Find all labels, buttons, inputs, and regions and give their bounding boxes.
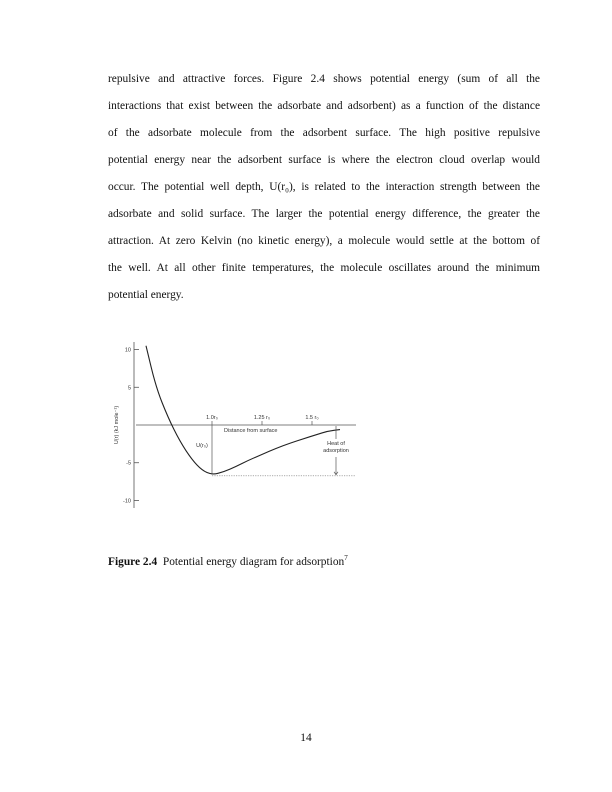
heat-of-annotation: Heat of: [327, 441, 345, 447]
figure-caption: [108, 556, 348, 568]
paragraph-line: potential energy.: [108, 289, 184, 301]
paragraph-line: occur. The potential well depth, U(r₀), is related to the interaction strength between the: [108, 181, 540, 193]
y-tick-label: 10: [124, 347, 131, 354]
caption-reference: 7: [344, 554, 348, 563]
x-marker-label: 1.0r₀: [206, 415, 218, 421]
paragraph-line: of the adsorbate molecule from the adsorbent surface. The high positive repulsive: [108, 127, 540, 139]
caption-label: Figure 2.4: [108, 556, 158, 568]
page-number: 14: [300, 732, 312, 744]
paragraph-line: interactions that exist between the adsorbate and adsorbent) as a function of the distance: [108, 100, 540, 112]
paragraph-line: repulsive and attractive forces. Figure 2.4 shows potential energy (sum of all the: [108, 73, 540, 85]
y-tick-label: -10: [123, 498, 131, 505]
paragraph-line: the well. At all other finite temperatures, the molecule oscillates around the minimum: [108, 262, 540, 274]
y-axis-label: U(r) (kJ mole⁻¹): [114, 405, 120, 445]
chart-labels: [114, 348, 353, 505]
x-axis-label: Distance from surface: [224, 428, 278, 434]
potential-energy-chart: [110, 336, 360, 514]
y-tick-label: 5: [127, 385, 131, 392]
paragraph-line: adsorbate and solid surface. The larger the potential energy difference, the greater the: [108, 208, 540, 220]
x-marker-label: 1.5 r₀: [305, 415, 319, 421]
u-r0-annotation: U(r₀): [196, 443, 208, 449]
x-marker-label: 1.25 r₀: [253, 415, 271, 421]
potential-energy-figure: [110, 336, 360, 514]
paragraph-line: potential energy near the adsorbent surface is where the electron cloud overlap would: [108, 154, 540, 166]
y-tick-label: -5: [126, 460, 131, 467]
paragraph-line: attraction. At zero Kelvin (no kinetic energy), a molecule would settle at the bottom of: [108, 235, 540, 247]
chart-axes: [134, 342, 356, 508]
potential-curve: [146, 346, 340, 474]
body-paragraph: [108, 66, 540, 309]
adsorption-annotation: adsorption: [323, 448, 349, 454]
caption-text: Potential energy diagram for adsorption: [162, 556, 345, 568]
